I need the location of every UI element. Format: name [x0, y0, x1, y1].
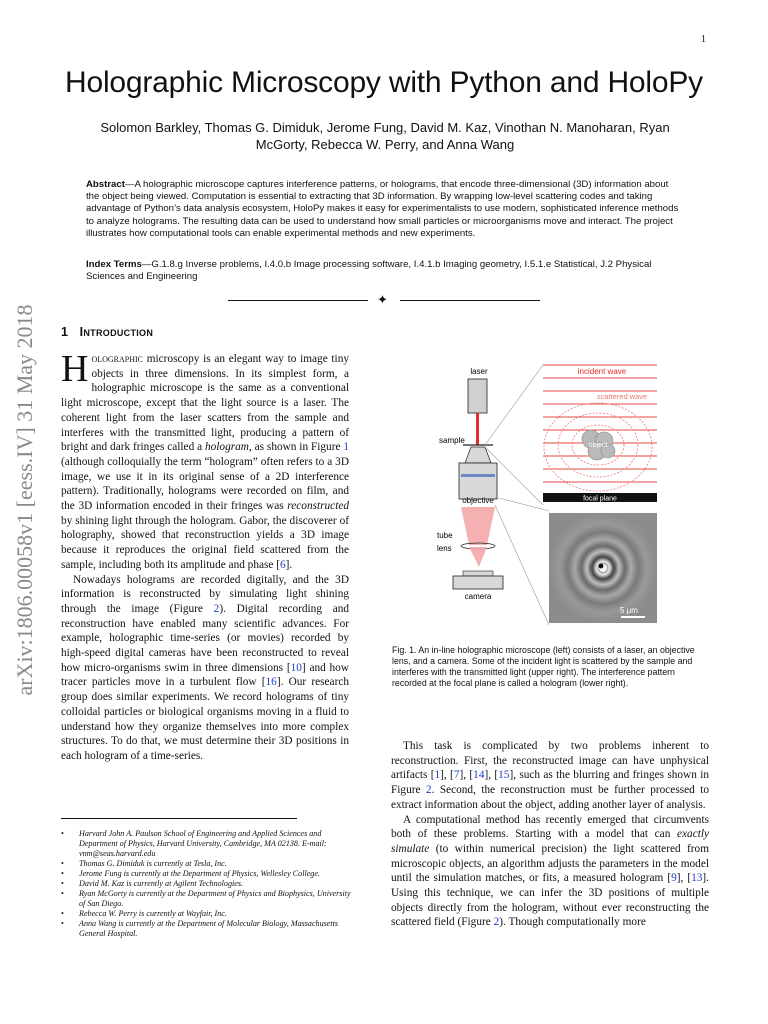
laser-beam	[476, 413, 479, 445]
index-terms-text: —G.1.8.g Inverse problems, I.4.0.b Image processing software, I.4.1.b Imaging geometry, I.5.1.e Statistical, J.2 Physical Sciences and Engineering	[86, 259, 652, 283]
text-run: ). Though computationally more	[499, 916, 646, 929]
citation-link[interactable]: 15	[498, 769, 510, 782]
text-run: ].	[285, 558, 293, 571]
text-run: microscopy is an elegant way to image tiny objects in three dimensions. In its simplest form, a holographic microscope is the same as a conventional light microscope, except that the light source is a laser. The coherent light from the laser scatters from the sample and interferes with the transmitted light, producing a pattern of bright and dark fringes called a	[61, 353, 349, 454]
lens-label: lens	[437, 544, 452, 553]
footnote-item: • Thomas G. Dimiduk is currently at Tesla, Inc.	[61, 859, 351, 869]
footnote-item: • Jerome Fung is currently at the Department of Physics, Wellesley College.	[61, 869, 351, 879]
abstract	[86, 179, 682, 240]
hologram-center-dark	[599, 564, 604, 569]
wave-panel-bg	[543, 363, 657, 495]
footnote-rule	[61, 818, 297, 819]
objective-body	[459, 463, 497, 499]
right-column-body	[391, 739, 709, 930]
divider-ornament-icon: ✦	[377, 292, 388, 307]
left-column-body	[61, 348, 350, 764]
incident-wave-label: incident wave	[577, 367, 627, 376]
divider-line-right	[400, 300, 540, 301]
text-run: A computational method has recently emerged that circumvents both of these problems. Starting with a model that can	[391, 813, 709, 841]
scale-bar-label: 5 μm	[620, 606, 638, 615]
arxiv-identifier: arXiv:1806.00058v1 [eess.IV] 31 May 2018	[12, 304, 37, 696]
sample-label: sample	[439, 436, 465, 445]
text-run: . Second, the reconstruction must be further processed to extract information about the object, adding another layer of analysis.	[391, 784, 709, 811]
text-run: ] and how tracer particles move in a turbulent flow [	[61, 661, 349, 689]
text-run: ], [	[459, 769, 474, 782]
text-run: ). Digital recording and reconstruction have enabled many scientific advances. For example, holographic time-series (or movies) recorded by high-speed digital cameras have been reconstructed to reveal how micro-organisms swim in three dimensions [	[61, 602, 350, 674]
zoom-guide-line	[485, 365, 543, 445]
footnote-item: • Anna Wang is currently at the Department of Molecular Biology, Massachusetts General Hospital.	[61, 919, 351, 939]
camera-label: camera	[464, 592, 492, 601]
object-label: object	[588, 442, 608, 449]
microscope-diagram	[409, 355, 709, 637]
scale-bar	[621, 616, 645, 618]
figure-caption: Fig. 1. An in-line holographic microscope (left) consists of a laser, an objective lens, and a camera. Some of the incident light is scattered by the sample and interferes with the transmitted light (upper right). The interference pattern recorded at the focal plane is called a hologram (lower right).	[392, 645, 695, 688]
index-terms-label: Index Terms	[86, 259, 142, 270]
index-terms	[86, 259, 682, 283]
text-run: (although colloquially the term “hologram” often refers to a 3D image, we use it in its original sense of a 2D interference pattern). Traditionally, holograms were recorded on film, and the 3D information encoded in their fringes was	[61, 455, 349, 513]
abstract-label: Abstract	[86, 179, 125, 190]
zoom-guide-line	[495, 505, 549, 625]
text-run: ], [	[440, 769, 454, 782]
text-run: (to within numerical precision) the light scattered from microscopic objects, an algorithm adjusts the parameters in the model until the simulation matches, or fits, a measured hologram [	[391, 842, 709, 885]
camera-sensor	[463, 571, 493, 576]
abstract-text: —A holographic microscope captures interference patterns, or holograms, that encode three-dimensional (3D) information about the object being viewed. Computation is essential to extracting that 3D information. By wrapping low-level scattering codes and taking advantage of Python’s data analysis ecosystem, HoloPy makes it easy for experimentalists to use modern, sophisticated inference methods to analyze holograms. The resulting data can be used to understand how small particles or microorganisms move and interact. The project illustrates how computational tools can enable experimental methods and new experiments.	[86, 179, 679, 239]
figure-ref-link[interactable]: 2	[493, 916, 500, 929]
text-run: , as shown in Figure	[248, 441, 344, 454]
emphasis: reconstructed	[287, 500, 349, 513]
citation-link[interactable]: 1	[434, 769, 441, 782]
zoom-guide-line	[495, 497, 549, 511]
emphasis: hologram	[205, 441, 249, 454]
citation-link[interactable]: 9	[671, 872, 677, 885]
figure-ref-link[interactable]: 2	[213, 602, 220, 615]
footnotes	[61, 829, 351, 939]
figure-1	[409, 355, 709, 637]
camera-body	[453, 576, 503, 589]
section-title: Introduction	[79, 325, 154, 339]
text-run: by shining light through the hologram. Gabor, the discoverer of holography, showed that reconstruction yields a 3D image because it reproduces the original field scattered from the sample, including both its amplitude and phase [	[61, 514, 349, 571]
citation-link[interactable]: 6	[280, 558, 286, 571]
footnote-item: • David M. Kaz is currently at Agilent Technologies.	[61, 879, 351, 889]
text-run: ], such as the blurring and fringes shown in Figure	[391, 769, 709, 797]
paper-title: Holographic Microscopy with Python and HoloPy	[65, 66, 703, 99]
objective-label: objective	[462, 496, 494, 505]
laser-label: laser	[470, 367, 488, 376]
beam-cone-upper	[461, 507, 495, 545]
citation-link[interactable]: 10	[290, 661, 302, 674]
drop-cap: H	[61, 348, 89, 390]
focal-plane-label: focal plane	[583, 495, 617, 503]
author-list: Solomon Barkley, Thomas G. Dimiduk, Jerome Fung, David M. Kaz, Vinothan N. Manoharan, Ryan McGorty, Rebecca W. Perry, and Anna Wang	[100, 120, 670, 152]
tube-label: tube	[437, 531, 453, 540]
footnote-item: • Rebecca W. Perry is currently at Wayfair, Inc.	[61, 909, 351, 919]
body-paragraph-4	[391, 813, 709, 931]
footnote-item: • Harvard John A. Paulson School of Engineering and Applied Sciences and Department of Physics, Harvard University, Cambridge, MA 02138. E-mail: vnm@seas.harvard.edu	[61, 829, 351, 859]
laser-box	[468, 379, 487, 413]
figure-ref-link[interactable]: 1	[343, 441, 350, 454]
smallcaps-lead: olographic	[91, 353, 144, 365]
intro-paragraph-2	[61, 573, 349, 764]
text-run: ]. Using this technique, we can infer the 3D positions of multiple objects directly from the hologram, without ever reconstructing the scattered field (Figure	[391, 872, 709, 929]
text-run: This task is complicated by two problems inherent to reconstruction. First, the reconstructed image can have unphysical artifacts [	[391, 740, 709, 782]
text-run: ], [	[484, 769, 499, 782]
wave-panel	[543, 363, 657, 495]
beam-cone-lower	[469, 547, 487, 567]
scattered-wave-label: scattered wave	[596, 392, 648, 401]
divider-line-left	[228, 300, 368, 301]
figure-ref-link[interactable]: 2	[425, 784, 432, 797]
text-run: Nowadays holograms are recorded digitally, and the 3D information is reconstructed by simulating light shining through the image (Figure	[61, 573, 349, 615]
section-divider	[228, 292, 540, 307]
footnote-item: • Ryan McGorty is currently at the Department of Physics and Biophysics, University of San Diego.	[61, 889, 351, 909]
objective-band	[461, 474, 495, 477]
citation-link[interactable]: 13	[691, 872, 703, 885]
section-heading	[61, 325, 153, 339]
text-run: ], [	[676, 872, 692, 885]
citation-link[interactable]: 16	[265, 676, 277, 689]
emphasis: exactly simulate	[391, 828, 709, 855]
section-number: 1	[61, 325, 69, 339]
body-paragraph-3	[391, 739, 709, 813]
page-number: 1	[701, 34, 706, 45]
text-run: ]. Our research group does similar experiments. We record holograms of tiny colloidal particles or biological organisms moving in a fluid to understand how they organize themselves into more complex structures. To do that, we must determine their 3D positions in each hologram of a time-series.	[61, 676, 349, 762]
citation-link[interactable]: 7	[453, 769, 460, 782]
citation-link[interactable]: 14	[473, 769, 485, 782]
intro-paragraph-1	[61, 348, 350, 573]
